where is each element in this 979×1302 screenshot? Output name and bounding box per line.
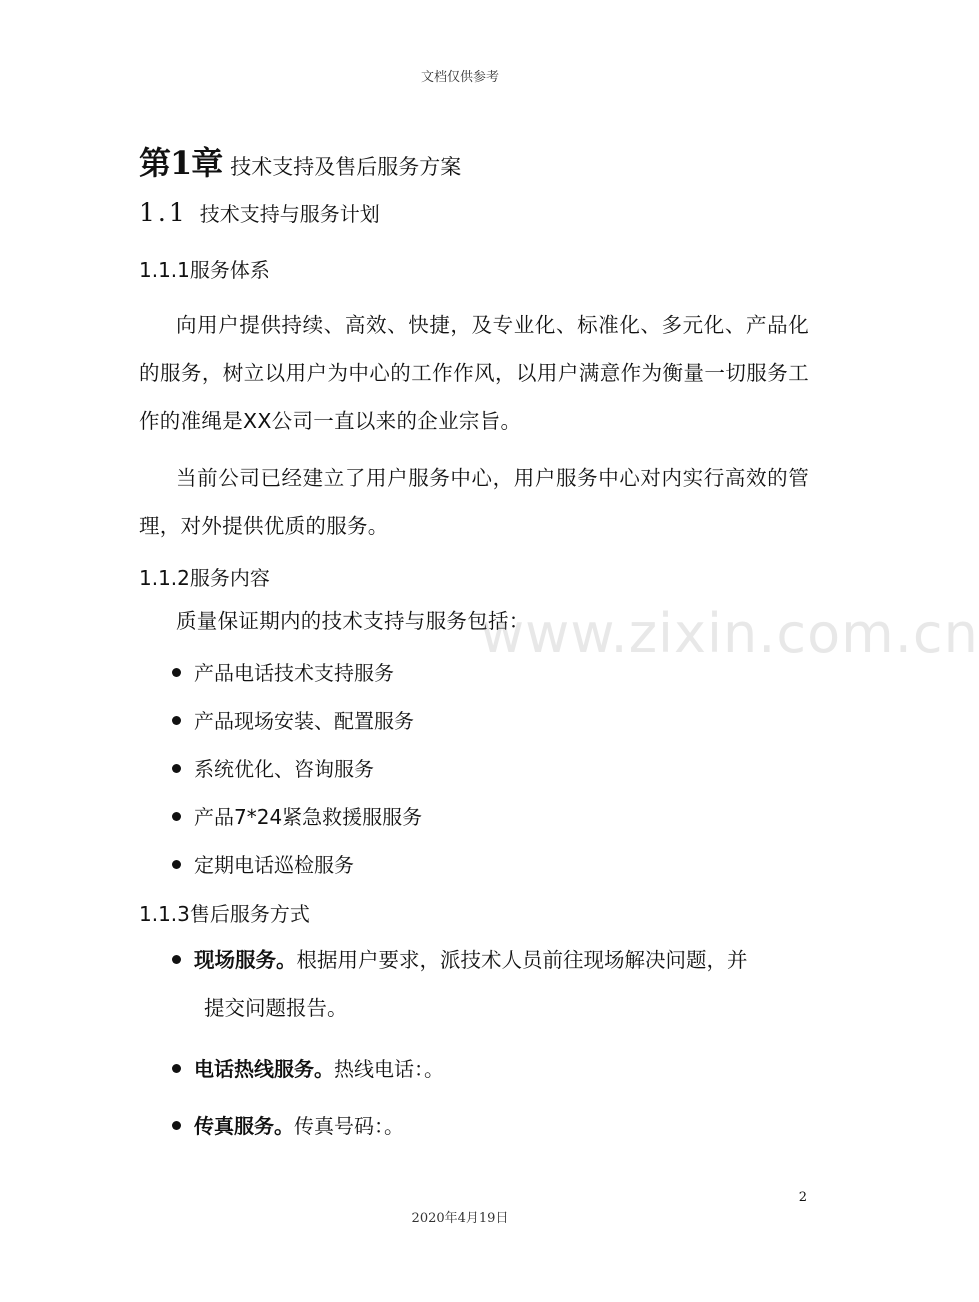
list-item: 系统优化、咨询服务 [172,753,374,782]
after-sales-label: 传真服务。 [194,1114,294,1138]
list-item [172,936,812,1032]
after-sales-text: 热线电话：。 [334,1057,444,1081]
footer-date: 2020年4月19日 [411,1211,509,1226]
bullet-icon [172,812,181,821]
paragraph-service-content-intro: 质量保证期内的技术支持与服务包括： [176,609,530,633]
after-sales-label: 现场服务。 [194,948,297,972]
list-item: 产品电话技术支持服务 [172,657,394,686]
subsection-heading-service-content: 1.1.2服务内容 [139,566,270,590]
bullet-icon [172,1064,181,1073]
subsection-heading-after-sales: 1.1.3售后服务方式 [139,902,310,926]
paragraph-service-center: 当前公司已经建立了用户服务中心，用户服务中心对内实行高效的管理，对外提供优质的服务。 [139,466,809,538]
list-item: 产品现场安装、配置服务 [172,705,414,734]
section-title: 技术支持与服务计划 [199,202,380,226]
paragraph-service-system: 向用户提供持续、高效、快捷，及专业化、标准化、多元化、产品化的服务，树立以用户为中心的工作作风，以用户满意作为衡量一切服务工作的准绳是XX公司一直以来的企业宗旨。 [139,313,809,433]
bullet-icon [172,668,181,677]
watermark: www.zixin.com.cn [480,602,979,665]
list-item: 定期电话巡检服务 [172,849,354,878]
chapter-heading [139,138,461,184]
list-item [172,1053,444,1082]
bullet-icon [172,716,181,725]
bullet-icon [172,860,181,869]
bullet-icon [172,955,181,964]
section-number: 1.1 [139,198,188,227]
header-note: 文档仅供参考 [420,70,499,85]
after-sales-label: 电话热线服务。 [194,1057,334,1081]
chapter-number: 第1章 [139,144,223,182]
list-item: 产品7*24紧急救援服服务 [172,801,422,830]
subsection-heading-service-system: 1.1.1服务体系 [139,258,270,282]
page-number: 2 [798,1190,807,1205]
after-sales-text-continued: 提交问题报告。 [204,996,348,1020]
section-heading [139,198,380,227]
chapter-title: 技术支持及售后服务方案 [230,155,462,179]
after-sales-text: 根据用户要求，派技术人员前往现场解决问题，并 [296,948,748,972]
bullet-icon [172,764,181,773]
list-item [172,1110,404,1139]
bullet-icon [172,1121,181,1130]
after-sales-text: 传真号码：。 [294,1114,404,1138]
